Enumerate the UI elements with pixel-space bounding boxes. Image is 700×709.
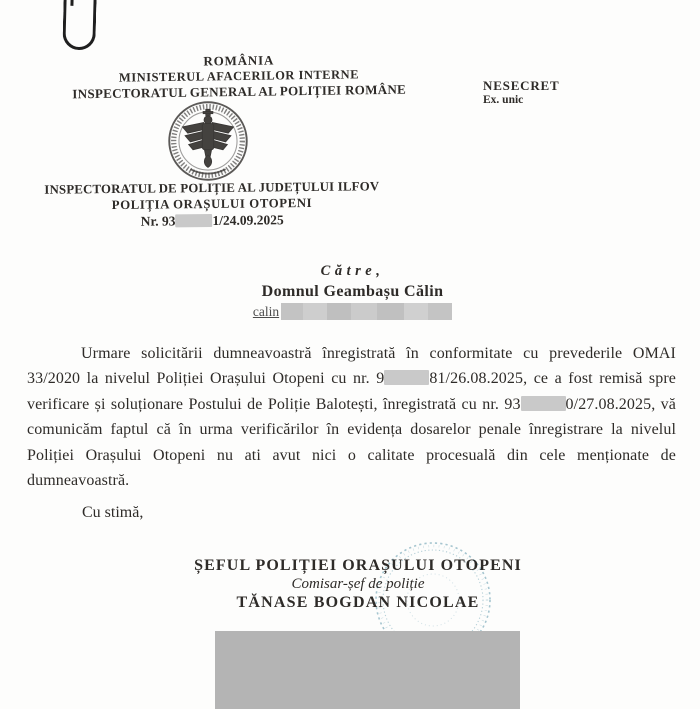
addressee-name: Domnul Geambașu Călin bbox=[261, 283, 444, 300]
redaction-box bbox=[384, 370, 429, 385]
signature-redaction-box bbox=[215, 631, 520, 709]
email-visible-part: calin bbox=[252, 304, 280, 319]
body-paragraph bbox=[27, 341, 676, 493]
classification-level: NESECRET bbox=[483, 78, 560, 93]
police-seal-icon bbox=[163, 97, 253, 185]
body-segment-1: Urmare solicitării dumneavoastră înregistrată în conformitate cu prevederile OMAI 33/2020 la nivelul Poliției Orașului Otopeni cu nr. 9 bbox=[27, 345, 676, 388]
email-redaction-blur bbox=[281, 303, 452, 320]
classification-block bbox=[483, 78, 559, 108]
redaction-box bbox=[521, 396, 566, 411]
registration-suffix: 1/24.09.2025 bbox=[212, 212, 284, 228]
country-name: ROMÂNIA bbox=[203, 52, 275, 69]
signer-rank: Comisar-șef de poliție bbox=[291, 576, 425, 592]
city-police-unit: POLIȚIA ORAȘULUI OTOPENI bbox=[111, 195, 313, 212]
ministry-name: MINISTERUL AFACERILOR INTERNE bbox=[118, 66, 360, 85]
signer-name: TĂNASE BOGDAN NICOLAE bbox=[236, 594, 480, 611]
body-segment-2: 81/26.08.2025, ce a fost remisă spre verificare și soluționare Postului de Poliție Balotești, înregistrată cu nr. 93 bbox=[27, 370, 676, 413]
paperclip-icon bbox=[62, 0, 96, 50]
salutation: Către, bbox=[320, 263, 385, 279]
classification-copy: Ex. unic bbox=[483, 94, 524, 106]
body-segment-3: 0/27.08.2025, vă comunicăm faptul că în urma verificărilor în evidența dosarelor penale înregistrare la nivelul Poliției Orașului Otopeni nu ati avut nici o calitate procesuală din cele menționate de dumneavoastră. bbox=[27, 395, 676, 490]
inspectorate-name: INSPECTORATUL GENERAL AL POLIȚIEI ROMÂNE bbox=[72, 81, 407, 102]
signer-title: ȘEFUL POLIȚIEI ORAȘULUI OTOPENI bbox=[194, 557, 522, 574]
paperclip-inner-wire bbox=[70, 0, 73, 6]
addressee-email-row bbox=[150, 303, 555, 320]
county-inspectorate: INSPECTORATUL DE POLIȚIE AL JUDEȚULUI ILFOV bbox=[44, 179, 380, 197]
letterhead bbox=[0, 50, 478, 103]
closing-formula: Cu stimă, bbox=[82, 504, 144, 521]
redaction-box bbox=[175, 214, 212, 227]
registration-number bbox=[0, 211, 424, 231]
registration-prefix: Nr. 93 bbox=[140, 213, 176, 229]
addressee-block bbox=[150, 263, 555, 320]
issuing-unit-block bbox=[0, 179, 424, 231]
